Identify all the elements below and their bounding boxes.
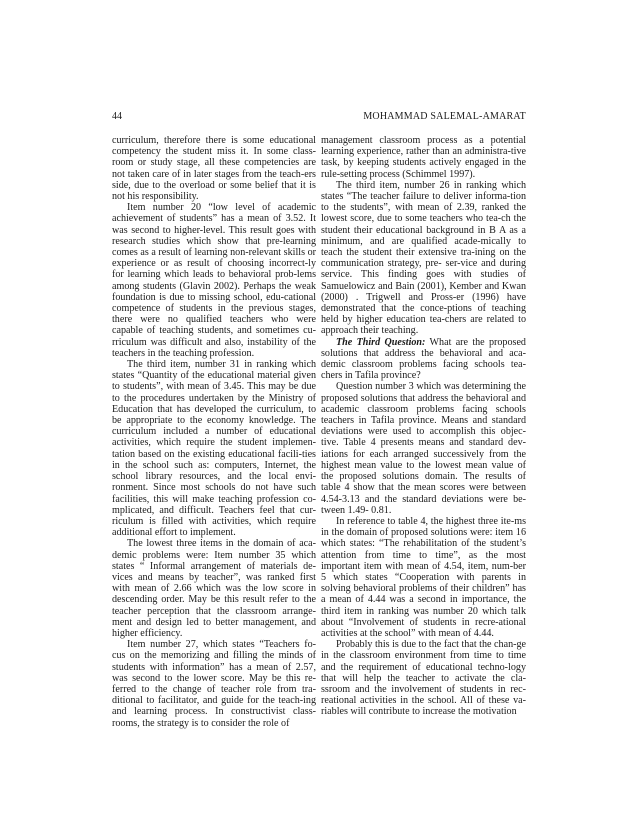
page-number: 44 <box>112 111 122 122</box>
right-column <box>321 135 526 718</box>
running-header <box>112 111 526 125</box>
paragraph: curriculum, therefore there is some educational competency the student miss it. In some class-room or study stage, all these competencies are not taken care of in later stages from the teach-ers side, due to the overload or some belief that it is not his responsibility. <box>112 135 316 203</box>
paragraph: Item number 27, which states “Teachers fo-cus on the memorizing and filling the minds of students with information” has a mean of 2.57, was second to the lower score. May be this re-ferred to the change of teacher role from tra-ditional to facilitator, and guide for the teach-ing and learning process. In constructivist class-rooms, the strategy is to consider the role of <box>112 639 316 729</box>
paragraph: The lowest three items in the domain of aca-demic problems were: Item number 35 which states “ Informal arrangement of materials de-vices and means by teacher”, was ranked first with mean of 2.66 which was the low score in descending order. May be this result refer to the teacher perception that the classroom arrange-ment and design led to better management, and higher efficiency. <box>112 538 316 639</box>
paragraph: Item number 20 “low level of academic achievement of students” has a mean of 3.52. It was second to higher-level. This result goes with research studies which show that pre-learning comes as a result of learning non-relevant skills or experience or as result of choosing incorrect-ly for learning which leads to behavioral prob-lems among students (Glavin 2002). Perhaps the weak foundation is due to missing school, edu-cational competence of students in the previous stages, there were no qualified teachers who were capable of teaching students, and sometimes cu-rriculum was difficult and also, instability of the teachers in the teaching profession. <box>112 202 316 359</box>
paragraph: Question number 3 which was determining the proposed solutions that address the behavioral and academic classroom problems facing schools teachers in Tafila province. Means and standard deviations were used to accomplish this objec-tive. Table 4 presents means and standard dev-iations for each arranged successively from the highest mean value to the lowest mean value of the proposed solutions domain. The results of table 4 show that the mean scores were between 4.54-3.13 and the standard deviations were be-tween 1.49- 0.81. <box>321 381 526 516</box>
running-author: MOHAMMAD SALEMAL-AMARAT <box>363 111 526 122</box>
paragraph: In reference to table 4, the highest three ite-ms in the domain of proposed solutions were: item 16 which states: “The rehabilitation of the student’s attention from time to time”, as the most important item with mean of 4.54, item, num-ber 5 which states “Cooperation with parents in solving behavioral problems of their children” has a mean of 4.44 was a second in importance, the third item in ranking was number 20 which talk about “Involvement of students in recre-ational activities at the school” with mean of 4.44. <box>321 515 526 639</box>
question-text: What are the proposed solutions that address the behavioral and aca-demic classroom problems facing schools tea-chers in Tafila province? <box>321 336 526 382</box>
section-heading: The Third Question: <box>336 336 426 348</box>
paragraph: The third item, number 26 in ranking which states “The teacher failure to deliver informa-tion to the students”, with mean of 2.39, ranked the lowest score, due to some teachers who tea-ch the student their educational background in B A as a minimum, and are qualified acade-mically to teach the student their extensive tra-ining on the communication strategy, pre- ser-vice and during service. This finding goes with studies of Samuelowicz and Bain (2001), Kember and Kwan (2000) . Trigwell and Pross-er (1996) have demonstrated that the conce-ptions of teaching held by higher education tea-chers are related to approach their teaching. <box>321 179 526 337</box>
paragraph: Probably this is due to the fact that the chan-ge in the classroom environment from time to time and the requirement of educational techno-logy that will help the teacher to activate the cla-ssroom and the involvement of students in rec-reational activities in the school. All of these va-riables will contribute to increase the motivation <box>321 639 526 718</box>
left-column <box>112 135 316 729</box>
paragraph: management classroom process as a potential learning experience, rather than an administra-tive task, by keeping students actively engaged in the rule-setting process (Schimmel 1997). <box>321 135 526 180</box>
paragraph: The third item, number 31 in ranking which states “Quantity of the educational material given to students”, with mean of 3.45. This may be due to the procedures undertaken by the Ministry of Education that has developed the curriculum, to be appropriate to the economy knowledge. The curriculum included a number of educational activities, which require the student implemen-tation based on the existing educational facili-ties in the school such as: computers, Internet, the school library resources, and the local envi-ronment. Since most schools do not have such facilities, this will make teaching profession co-mplicated, and difficult. Teachers feel that cur-riculum is filled with activities, which require additional effort to implement. <box>112 359 316 539</box>
question-paragraph <box>321 337 526 382</box>
